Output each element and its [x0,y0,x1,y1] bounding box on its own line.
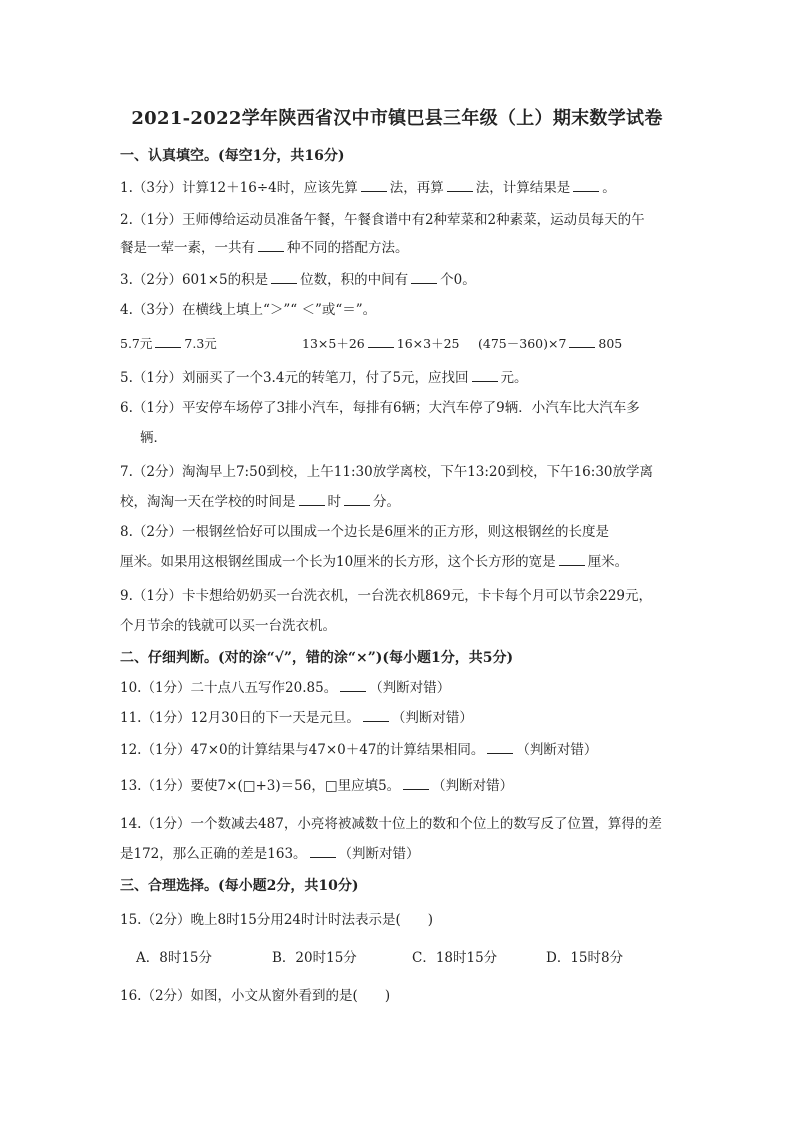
answer-blank[interactable] [573,179,599,192]
option-a[interactable]: A．8时15分 [136,950,213,966]
comparison-1: 5.7元 7.3元 [120,336,217,351]
question-15-options [136,948,696,968]
question-12: 12.（1分）47×0的计算结果与47×0＋47的计算结果相同。 （判断对错） [120,742,598,758]
answer-blank[interactable] [155,335,181,348]
answer-blank[interactable] [447,179,473,192]
question-4-comparisons [120,334,680,354]
question-8-line-1: 8.（2分）一根钢丝恰好可以围成一个边长是6厘米的正方形，则这根钢丝的长度是 [120,524,610,540]
question-3: 3.（2分）601×5的积是 位数，积的中间有 个0。 [120,272,476,288]
question-9-line-1: 9.（1分）卡卡想给奶奶买一台洗衣机，一台洗衣机869元，卡卡每个月可以节余229元， [120,588,653,604]
question-15: 15.（2分）晚上8时15分用24时计时法表示是( ) [120,912,434,928]
answer-blank[interactable] [344,493,370,506]
answer-blank[interactable] [271,271,297,284]
question-6-line-2: 辆． [140,430,167,446]
question-7-line-2: 校，淘淘一天在学校的时间是 时 分。 [120,494,400,510]
question-5: 5.（1分）刘丽买了一个3.4元的转笔刀，付了5元，应找回 元。 [120,370,528,386]
question-2-line-2: 餐是一荤一素，一共有 种不同的搭配方法。 [120,240,409,256]
answer-blank[interactable] [569,335,595,348]
answer-blank[interactable] [472,369,498,382]
answer-blank[interactable] [363,709,389,722]
option-b[interactable]: B．20时15分 [272,950,357,966]
question-13: 13.（1分）要使7×(□+3)＝56，□里应填5。 （判断对错） [120,778,514,794]
question-6-line-1: 6.（1分）平安停车场停了3排小汽车，每排有6辆；大汽车停了9辆．小汽车比大汽车多 [120,400,640,416]
section-heading-3: 三、合理选择。(每小题2分，共10分) [120,878,359,894]
question-1: 1.（3分）计算12＋16÷4时，应该先算 法，再算 法，计算结果是 。 [120,180,616,196]
question-16: 16.（2分）如图，小文从窗外看到的是( ) [120,988,391,1004]
question-9-line-2: 个月节余的钱就可以买一台洗衣机。 [120,618,336,634]
question-8-line-2: 厘米。如果用这根钢丝围成一个长为10厘米的长方形，这个长方形的宽是 厘米。 [120,554,629,570]
question-11: 11.（1分）12月30日的下一天是元旦。 （判断对错） [120,710,473,726]
question-14-line-2: 是172，那么正确的差是163。 （判断对错） [120,846,420,862]
comparison-2: 13×5＋26 16×3＋25 [302,336,460,351]
question-10: 10.（1分）二十点八五写作20.85。 （判断对错） [120,680,451,696]
comparison-3: (475－360)×7 805 [478,336,623,351]
section-heading-2: 二、仔细判断。(对的涂“√”，错的涂“×”)(每小题1分，共5分) [120,650,514,666]
question-2-line-1: 2.（1分）王师傅给运动员准备午餐，午餐食谱中有2种荤菜和2种素菜，运动员每天的午 [120,212,645,228]
answer-blank[interactable] [361,179,387,192]
question-4: 4.（3分）在横线上填上“＞”“ ＜”或“＝”。 [120,302,377,318]
answer-blank[interactable] [299,493,325,506]
option-d[interactable]: D．15时8分 [546,950,624,966]
answer-blank[interactable] [559,553,585,566]
answer-blank[interactable] [411,271,437,284]
answer-blank[interactable] [340,679,366,692]
answer-blank[interactable] [258,239,284,252]
question-7-line-1: 7.（2分）淘淘早上7:50到校，上午11:30放学离校，下午13:20到校，下午16:30放学离 [120,464,653,480]
answer-blank[interactable] [487,741,513,754]
question-14-line-1: 14.（1分）一个数减去487，小亮将被减数十位上的数和个位上的数写反了位置，算得的差 [120,816,662,832]
page-title: 2021-2022学年陕西省汉中市镇巴县三年级（上）期末数学试卷 [131,108,663,129]
option-c[interactable]: C．18时15分 [412,950,498,966]
answer-blank[interactable] [368,335,394,348]
answer-blank[interactable] [403,777,429,790]
answer-blank[interactable] [310,845,336,858]
section-heading-1: 一、认真填空。(每空1分，共16分) [120,148,345,164]
